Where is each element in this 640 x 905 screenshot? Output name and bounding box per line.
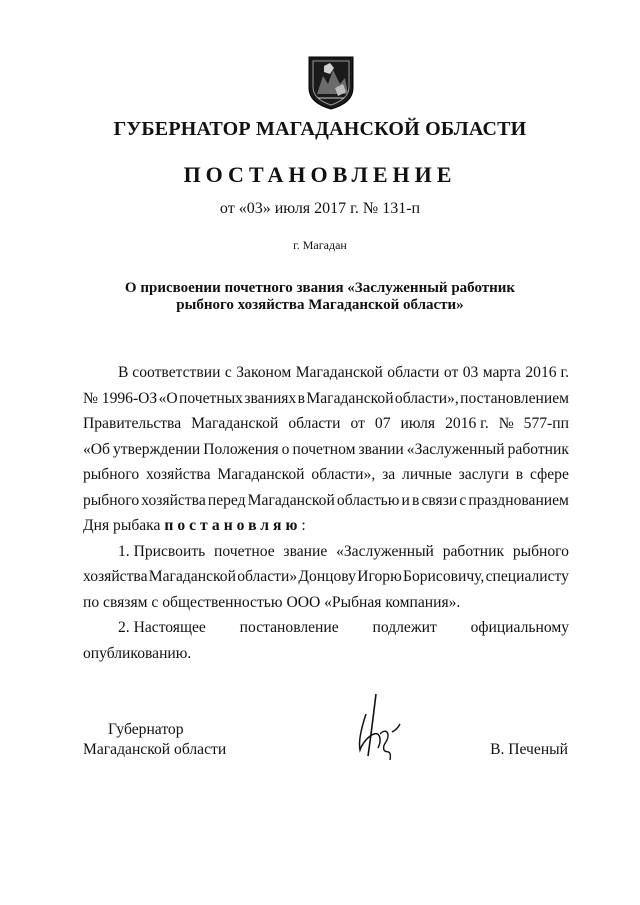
word: специалисту	[485, 568, 569, 585]
word: Игорю	[357, 568, 402, 585]
word: почетное	[214, 542, 275, 560]
word: области»	[237, 568, 298, 585]
word: с	[459, 491, 467, 509]
p1-line	[83, 411, 569, 437]
p2-line	[83, 564, 569, 590]
word: 2016 г.	[445, 415, 489, 432]
word: званиях	[244, 389, 297, 407]
document-subject	[0, 280, 640, 314]
word: о	[281, 440, 290, 458]
word: Донцову	[298, 568, 356, 585]
word: утверждении	[113, 440, 201, 458]
word: звании	[358, 440, 404, 458]
word: хозяйства	[146, 466, 211, 483]
word: рыбного	[83, 491, 140, 509]
word: В соответствии	[118, 364, 221, 381]
p1-line	[83, 386, 569, 412]
word: области	[288, 415, 341, 432]
document-type: ПОСТАНОВЛЕНИЕ	[183, 162, 457, 187]
paragraph-1-last-suffix: :	[301, 517, 306, 534]
word: подлежит	[372, 619, 437, 636]
word: 2016 г.	[525, 364, 569, 381]
word: Положения	[203, 440, 279, 458]
word: перед	[207, 491, 246, 509]
word: Магаданской	[295, 364, 383, 381]
word: за	[382, 466, 396, 483]
word: в	[412, 491, 420, 509]
word: от	[350, 415, 365, 432]
word: Магаданской	[191, 415, 279, 432]
word: хозяйства	[141, 491, 206, 509]
word: марта	[482, 364, 521, 381]
issuer-title: ГУБЕРНАТОР МАГАДАНСКОЙ ОБЛАСТИ	[113, 118, 527, 140]
word: рыбного	[512, 542, 569, 560]
paragraph-1-last-line	[83, 513, 569, 539]
document-city: г. Магадан	[293, 238, 347, 252]
word: в	[297, 389, 306, 407]
word: июля	[400, 415, 436, 432]
paragraph-2	[83, 539, 569, 590]
word: личные	[402, 466, 452, 483]
word: официальному	[470, 619, 569, 636]
word: Магаданской	[148, 568, 236, 585]
p1-line	[83, 462, 569, 488]
signatory-title-line-1: Губернатор	[108, 721, 184, 738]
word: от	[443, 364, 459, 381]
word: связи	[421, 491, 458, 509]
word: работник	[442, 542, 505, 560]
word: 577-пп	[523, 415, 569, 432]
p1-line	[83, 437, 569, 463]
word: Магаданской	[306, 389, 394, 407]
paragraph-3-last-line: опубликованию.	[83, 644, 192, 662]
signatory-title	[83, 720, 226, 760]
word: Борисовичу,	[403, 568, 485, 585]
word: заслуги	[458, 466, 509, 483]
word: Законом	[236, 364, 292, 381]
word: 1. Присвоить	[118, 542, 206, 560]
decree-word: постановляю	[164, 517, 302, 534]
document-date-number: от «03» июля 2017 г. № 131-п	[219, 200, 421, 217]
word: работник	[507, 440, 569, 458]
word: постановление	[239, 619, 339, 636]
word: в	[515, 466, 524, 483]
word: почетном	[292, 440, 356, 458]
signatory-name: В. Печеный	[490, 741, 568, 758]
word: Магаданской	[247, 491, 335, 509]
word: области»,	[311, 466, 376, 483]
paragraph-1-last-prefix: Дня рыбака	[83, 517, 165, 534]
word: № 1996-ОЗ	[83, 389, 158, 407]
subject-line-2: рыбного хозяйства Магаданской области»	[176, 297, 464, 313]
paragraph-3	[83, 615, 569, 641]
word: почетных	[179, 389, 243, 407]
word: области	[387, 364, 440, 381]
word: 2. Настоящее	[118, 619, 206, 636]
p1-line	[83, 488, 569, 514]
coat-of-arms-icon	[306, 54, 356, 110]
p1-line	[83, 360, 569, 386]
word: хозяйства	[83, 568, 148, 585]
paragraph-2-last-line: по связям с общественностью ООО «Рыбная компания».	[83, 593, 461, 611]
subject-line-1: О присвоении почетного звания «Заслуженный работник	[124, 280, 516, 296]
word: постановлением	[460, 389, 569, 407]
word: «Заслуженный	[336, 542, 434, 560]
word: областью	[336, 491, 400, 509]
signature-mark	[352, 690, 408, 762]
word: Магаданской	[217, 466, 305, 483]
word: с	[224, 364, 232, 381]
document-body	[83, 360, 569, 666]
word: 03	[462, 364, 479, 381]
p2-line	[83, 539, 569, 565]
word: «Об	[83, 440, 110, 458]
word: Правительства	[83, 415, 182, 432]
paragraph-1	[83, 360, 569, 513]
word: области»,	[394, 389, 459, 407]
word: сфере	[530, 466, 569, 483]
word: «О	[158, 389, 178, 407]
word: и	[401, 491, 410, 509]
signatory-title-line-2: Магаданской области	[83, 741, 227, 758]
word: №	[498, 415, 514, 432]
word: 07	[374, 415, 391, 432]
word: рыбного	[83, 466, 140, 483]
word: звание	[283, 542, 328, 560]
word: «Заслуженный	[406, 440, 505, 458]
p3-line	[83, 615, 569, 641]
word: празднованием	[468, 491, 569, 509]
